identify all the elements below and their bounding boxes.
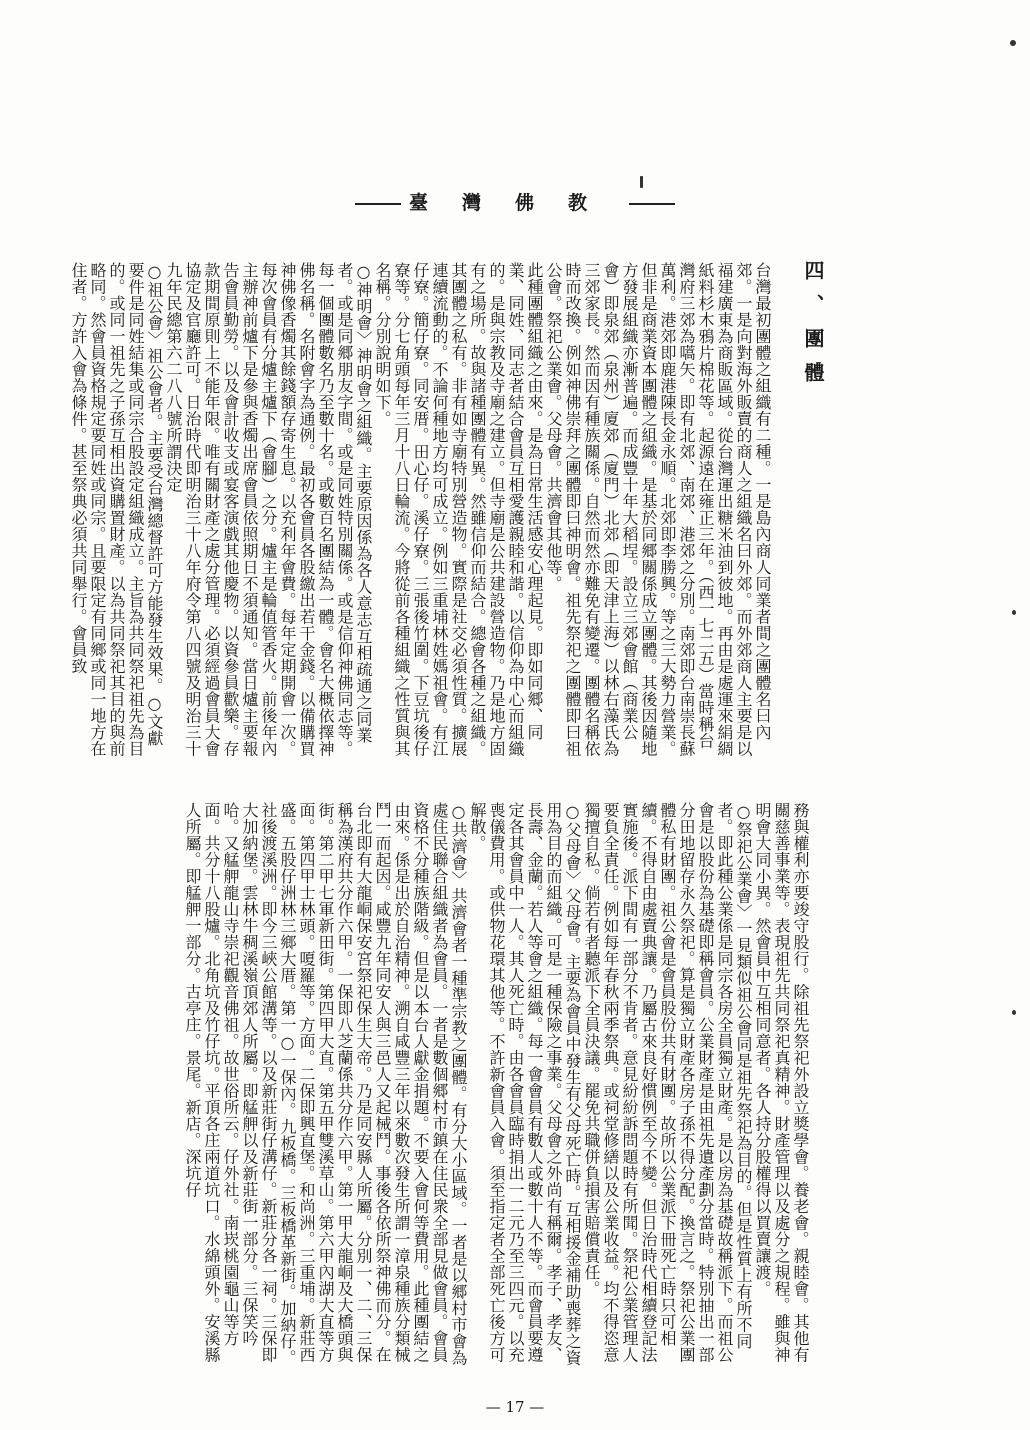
header-rule-right <box>629 203 675 205</box>
scan-speck <box>1012 1010 1016 1015</box>
top-paragraph: ○祖公會〉祖公會者。主要受台灣總督許可方能發生效果。○文獻要件是同姓結集或同宗合股設定組織成立。主旨為共同祭祀祖先為目的。或同一祖先之子孫互相出資購置財產。以為共同祭祀其目的與前略同。然會員資格規定要同姓或同宗。且要限定有同鄉或同一地方在住者。方許入會為條件。甚至祭典必須共同舉行。會員致 <box>69 262 164 757</box>
top-paragraph: ○神明會〉神明會之組織。主要原因係為各人意志互相疏通之同業者。或是同郷朋友字間。或是同姓特別關係。或是信仰神佛同志等。每一個團體數名乃至數十名。或數百名團結為一體。會名大概依擇神佛名稱。名附會字為通例。最初各會員各股繳出若干金錢。以備購買神佛像香燭其餘錢額存寄生息。以充利年會費。每年定期開會一次。每次會員有分爐主爐下（會腳）之分。爐主是輪值管香火。前後年內主辦神前爐下是參與香燭出席會員依照期日不須通知。當日爐主要報告會員勤勞。以及會計收支或宴客演戲其他慶物。以資參員歡樂。存款期間原則上不能年限。唯有關財產之處分管理。必須經過會員大會協定及官廳許可。日治時代即明治三十八年府令第八四號及明治三十九年民總第六二八八號所謂決定 <box>164 262 373 757</box>
top-paragraph: 台灣最初團體之組織有二種。一是島內商人同業者間之團體名曰內郊。一是向對海外販賣的商人之組織名曰外郊。而外郊商人主要是以福建廣東為商販區域。從台灣運出糖米油到彼地。再由是處運來絹綢紙料杉木鴉片棉花等。起源遠在雍正三年。（西一七二五）當時稱台灣府三郊為嚆矢。即有北郊、南郊、港郊之分別。南郊即台南崇長蘇萬利。港郊即鹿港陳長金永順。北郊即李勝興。等之三大勢力營業。但非是商業資本團體之組織。是基於同郷關係成立團體。其後因隨地方發展組織亦漸普遍。而成豐十年大稻埕。設立三郊會館（商業公會）即泉郊（泉州）廈郊（廈門）北郊（即天津上海）以林右藻氏為三郊家長。然而因有種族關係。自然而然亦難免有變遷。團體名稱依時而改換。例如神佛崇拜之團體即曰神明會。祖先祭祀之團體即曰祖公會。祭祀公業會。父母會。共濟會其他等。 <box>544 262 772 757</box>
page-number: — 17 — <box>485 1398 545 1416</box>
header-rule-left <box>355 203 401 205</box>
header-title: 臺灣佛教 <box>408 192 621 214</box>
scan-speck <box>1010 40 1016 46</box>
bottom-text-block <box>168 802 810 1372</box>
bottom-paragraph: 務與權利亦要竣守股行。除祖先祭祀外設立獎學會。養老會。親睦會。其他有關慈善事業等。表現祖先共同祭祀真精神。財產管理以及處分之規程。雖與神明會大同小異。然會員中互相同意者。各人持分股權得以買賣讓渡。 <box>753 802 810 1363</box>
bottom-paragraph: ○共濟會〉共濟會者一種準宗教之團體。有分大小區域。一者是以郷村市會為處住民聯合組織者為會員。一者是數個郷村市鎮在住民衆全部見做會員。會員資格不分種族階級。但是以本台人獻金捐題。不要入會何等費用。此種團結之由來。係是出於自治精神。溯自咸豐三年以來數次發生所謂一漳泉種族分類械鬥一而起因。咸豐九年同安人與三邑人又起械鬥。事後各依所祭神佛而分。在台北即有大龍峒保安宮祭祀保生大帝。乃是同安縣人所屬。分別一、二、三保稱為漢府共分作六甲。一保即八芝蘭係共分作六甲。第一甲大龍峒及大橋頭與街。第二甲七軍新田街。第四甲大直。第五甲雙溪草山。第六甲內湖大直等方面。第四甲士林頭。嗄羅等。方面。二保即興直堡。和尚洲。三重埔。新莊西盛。五股仔洲林三鄉大厝。第一○一保內。九板橋。三板橋革新街。加納仔。社後渡溪洲。即今三峽公館溝等。以及新莊街仔溝仔。新莊分各一祠。三保即大加納堡。雲林牛稠溪嶺頂郊人所屬。即艋舺以及新莊街一部分。三保笑吟哈。又艋舺龍山寺崇祀觀音佛祖。故世俗所云。仔外社。南崁桃園龜山等方面。共分十八股爐。北角坑及竹仔坑。平頂各庄兩道坑口。水綿頭外。安溪縣人所屬。即艋舺一部分。古亭庄。景尾。新店。深坑仔 <box>183 802 468 1366</box>
top-paragraph: 此種團體組織之由來。是為日常生活感安心理起見。即如同郷、同業、同姓、同志者結合會員互相愛護親睦和諧。以信仰為中心而組織的。是與宗教及寺廟之建立。但寺廟是公共建設營造物。乃是地方固有之場所。故與諸種團體有異。然雖信仰而結合。總會各種之組織。其團體之私有。非有如寺廟特別營造物。實際是社交必須性質。擴展連續流動的。不論何種地方均可成立。例如三重埔林姓媽祖會。有江仔寮。簡仔寮。同安厝。田心仔。溪仔寮。三張後竹圍。下豆坑後仔寮等。分七角頭每年三月十八日輪流。今將從前各種組織之性質與其名稱。分別說明如下。 <box>373 262 544 757</box>
section-heading: 四、團體 <box>801 260 825 396</box>
scan-speck <box>640 176 643 188</box>
top-text-block <box>69 262 772 762</box>
scan-speck <box>1012 610 1016 615</box>
bottom-paragraph: ○祭祀公業會〉一見類似祖公會同是祖先祭祀為目的。但是性質上有所不同者。即此種公業係是同宗各房全員獨立財產。是以房為基礎故稱派下。而祖公會是以股份為基礎即稱會員。公業財產是由祖先遺產劃分當時。特別抽出一部分田地留存永久祭祀。算是獨立財產各房子孫不得分配。換言之。祭祀公業團體私有財團。祖公會是會員股份共有財團。故所以公業派下冊死亡時只可相續。不得自由處賣典讓。乃屬古來良好慣例至今不變。但日治時代相續登記法實施後。派下間有一部分不肯者。意見紛紛訴問題時有所聞。祭祀公業管理人要負全責任。例如每年春秋兩季祭典。或祠堂修繕以及公業收益。均不得恣意獨擅自私。倘若有者聽派下全員決議。罷免共職併負損害賠償責任。 <box>582 802 753 1363</box>
bottom-paragraph: ○父母會〉父母會。主要為會員中發生有父母死亡時。互相援金補助喪葬之資用為目的而組織。可是一種保險之事業。父母會之外尚有稱爾。孝子、孝友、長壽、金蘭。若人等會之組織。每一會會員有數人或數十人不等。而會員要遵定各其會員中一人。其人死亡時。由各會員臨時捐出一二元乃至三四元。以充喪儀費用。或供物花環其他等。不許新會員入會。須至指定者全部死亡後方可解散。 <box>468 802 582 1366</box>
running-header <box>0 188 1030 215</box>
